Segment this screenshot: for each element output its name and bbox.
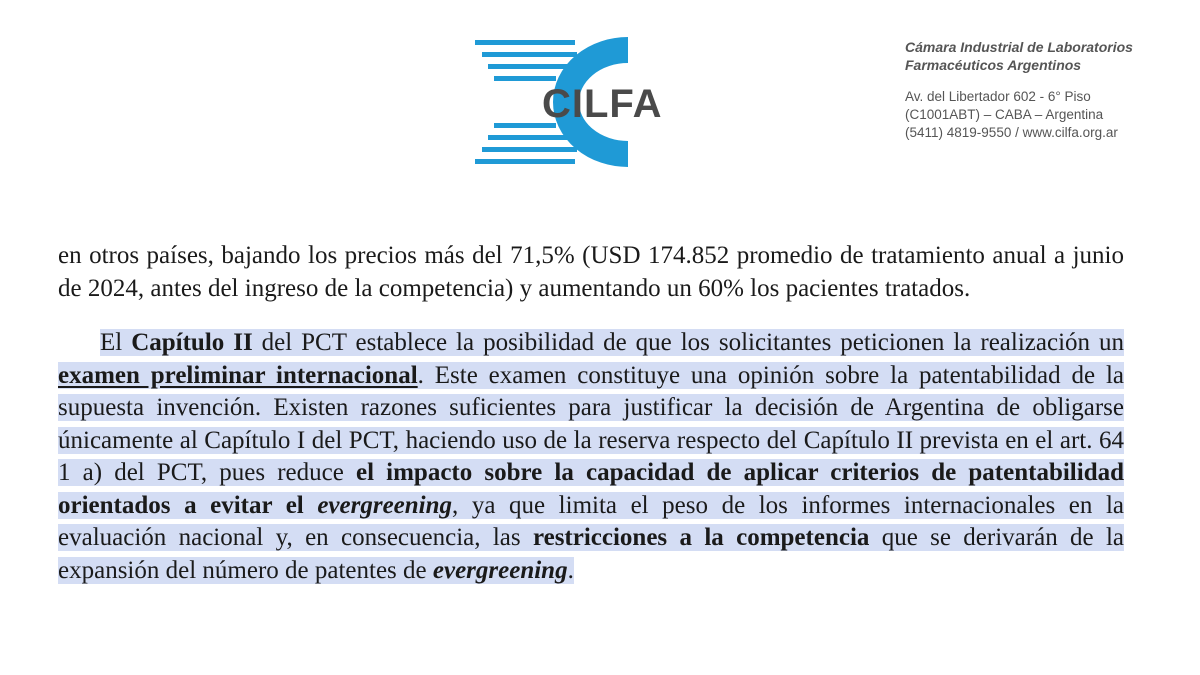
bold-capitulo-ii: Capítulo II: [131, 329, 253, 356]
text-run: , ya que limita el peso de los informes internacionales en la evaluación nacional y, en consecuencia, las: [58, 491, 1124, 551]
address-line-2: (C1001ABT) – CABA – Argentina: [905, 107, 1104, 122]
highlighted-paragraph: [58, 329, 1124, 584]
text-run: El: [100, 329, 132, 356]
address-line-1: Av. del Libertador 602 - 6° Piso: [905, 89, 1091, 104]
logo-text: CILFA: [542, 82, 663, 126]
organization-address: [905, 88, 1190, 142]
bold-underlined-examen: examen preliminar internacional: [58, 361, 418, 389]
paragraph-1: en otros países, bajando los precios más del 71,5% (USD 174.852 promedio de tratamiento anual a junio de 2024, antes del ingreso de la competencia) y aumentando un 60% los pacientes tratados.: [58, 242, 1124, 302]
organization-name: [905, 38, 1190, 74]
bold-italic-evergreening-2: evergreening: [432, 556, 568, 584]
letterhead: [0, 0, 1200, 200]
text-run: que se derivarán de la expansión del número de patentes de: [58, 524, 1124, 584]
text-run: .: [567, 556, 574, 584]
organization-info: [905, 38, 1190, 142]
contact-line: (5411) 4819-9550 / www.cilfa.org.ar: [905, 125, 1118, 140]
organization-name-line-2: Farmacéuticos Argentinos: [905, 57, 1082, 73]
document-body: [58, 240, 1124, 587]
text-run: . Este examen constituye una opinión sobre la patentabilidad de la supuesta invención. Existen razones suficientes para justificar la decisión de Argentina de obligarse únicamente al Capítulo I del PCT, haciendo uso de la reserva respecto del Capítulo II prevista en el art. 64 1 a) del PCT, pues reduce: [58, 361, 1124, 486]
text-run: del PCT establece la posibilidad de que los solicitantes peticionen la realización un: [252, 329, 1124, 356]
cilfa-logo: [470, 22, 730, 182]
cilfa-logo-mark: [470, 22, 730, 182]
bold-restricciones: restricciones a la competencia: [532, 524, 870, 551]
organization-name-line-1: Cámara Industrial de Laboratorios: [905, 39, 1133, 55]
paragraph-2-highlighted: [58, 327, 1124, 587]
bold-italic-evergreening: evergreening: [317, 491, 453, 519]
bold-impacto: el impacto sobre la capacidad de aplicar criterios de patentabilidad orientados a evitar el: [58, 459, 1124, 519]
